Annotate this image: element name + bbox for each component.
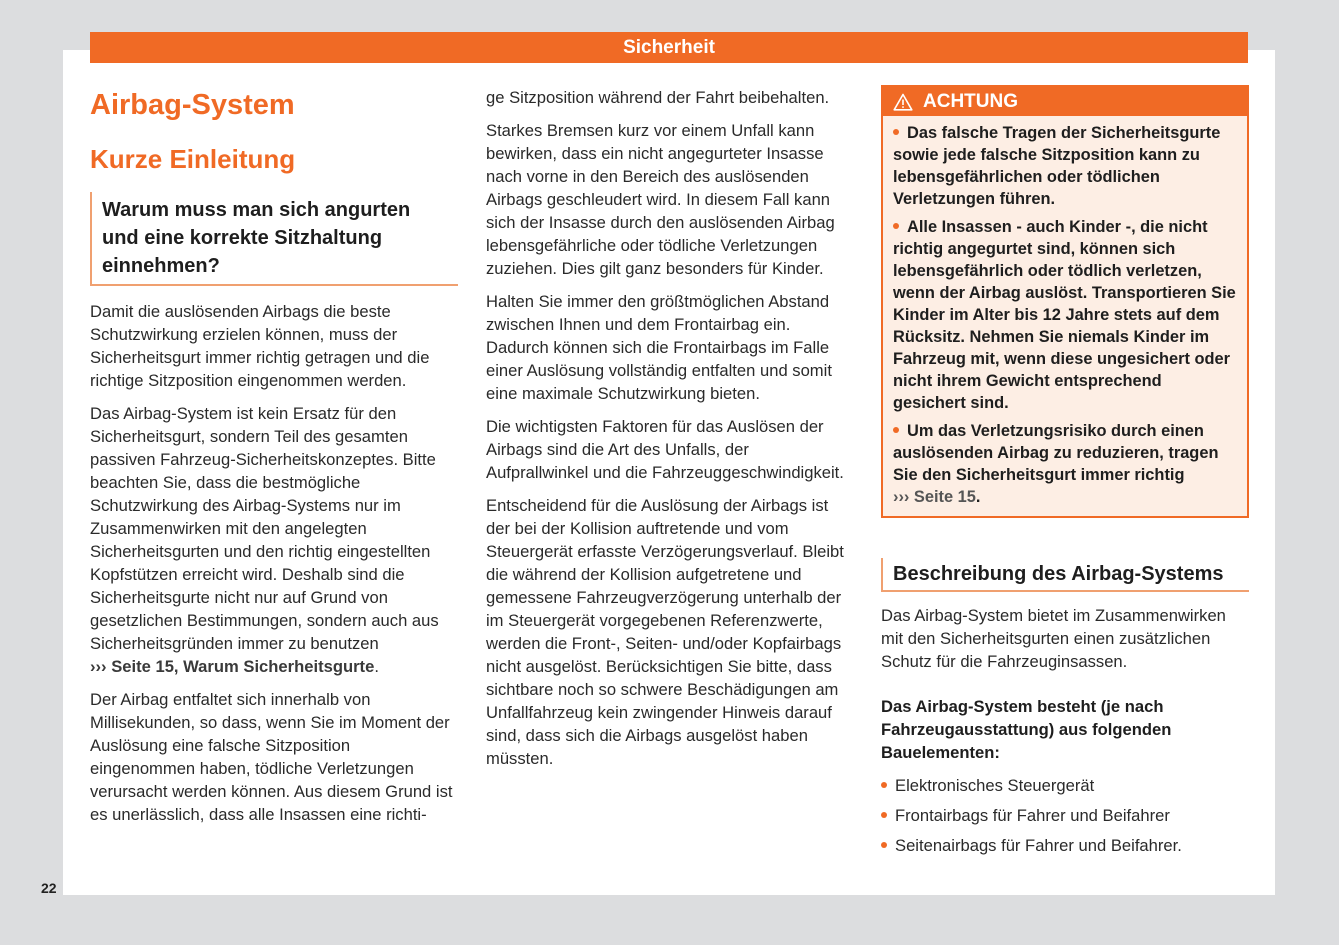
warning-item <box>893 122 1239 210</box>
page-title: Airbag-System <box>90 89 295 121</box>
cross-reference-link[interactable]: ››› Seite 15, Warum Sicherheitsgurte <box>90 657 375 676</box>
paragraph: Entscheidend für die Auslösung der Airbags ist der bei der Kollision auftretende und vom Steuergerät erfasste Verzögerungsverlauf. Bleibt die während der Kollision aufgetretene und gemessene Fahrzeugverzögerung unterhalb der im Steuergerät vorgegebenen Referenzwerte, werden die Front-, Seiten- und/oder Kopfairbags nicht ausgelöst. Berücksichtigen Sie bitte, dass sichtbare noch so schwere Beschädigungen am Unfallfahrzeug kein zwingender Hinweis darauf sind, dass sich die Airbags ausgelöst haben müssten. <box>486 496 844 768</box>
paragraph: Das Airbag-System bietet im Zusammenwirken mit den Sicherheitsgurten einen zusätzlichen Schutz für die Fahrzeuginsassen. <box>881 606 1226 671</box>
warning-item <box>893 420 1239 508</box>
punctuation: . <box>975 488 981 506</box>
bullet-icon <box>881 842 887 848</box>
warning-item <box>893 216 1239 414</box>
warning-item-text: Um das Verletzungsrisiko durch einen auslösenden Airbag zu reduzieren, tragen Sie den Sicherheitsgurt immer richtig <box>893 422 1219 484</box>
section-heading: Beschreibung des Airbag-Systems <box>881 558 1249 592</box>
list-item-text: Elektronisches Steuergerät <box>895 776 1095 795</box>
list-item-text: Frontairbags für Fahrer und Beifahrer <box>895 806 1170 825</box>
paragraph: Die wichtigsten Faktoren für das Auslösen der Airbags sind die Art des Unfalls, der Aufprallwinkel und die Fahrzeuggeschwindigkeit. <box>486 417 844 482</box>
column-2 <box>486 85 854 780</box>
list-item <box>881 804 1249 827</box>
bullet-icon <box>893 129 899 135</box>
list-item <box>881 774 1249 797</box>
list-item-text: Seitenairbags für Fahrer und Beifahrer. <box>895 836 1182 855</box>
paragraph: Starkes Bremsen kurz vor einem Unfall kann bewirken, dass ein nicht angegurteter Insasse nach vorne in den Bereich des auslösenden Airbags geschleudert wird. In diesem Fall kann sich der Insasse durch den auslösenden Airbag lebensgefährliche oder tödliche Verletzungen zuziehen. Dies gilt ganz besonders für Kinder. <box>486 121 835 278</box>
bullet-icon <box>893 427 899 433</box>
bullet-icon <box>893 223 899 229</box>
section-header-bar <box>90 32 1248 63</box>
warning-body <box>883 116 1247 516</box>
warning-box <box>881 85 1249 518</box>
paragraph: ge Sitzposition während der Fahrt beibehalten. <box>486 88 830 107</box>
section-title: Sicherheit <box>623 37 715 58</box>
warning-triangle-icon <box>893 93 913 111</box>
components-list <box>881 774 1249 857</box>
column-3 <box>881 85 1249 864</box>
warning-title: ACHTUNG <box>923 91 1018 112</box>
list-item <box>881 834 1249 857</box>
column-1 <box>90 85 458 836</box>
subtitle: Kurze Einleitung <box>90 144 296 174</box>
paragraph: Der Airbag entfaltet sich innerhalb von Millisekunden, so dass, wenn Sie im Moment der Auslösung eine falsche Sitzposition eingenommen haben, tödliche Verletzungen verursacht werden können. Aus diesem Grund ist es unerlässlich, dass alle Insassen eine richti- <box>90 690 453 824</box>
paragraph: Damit die auslösenden Airbags die beste Schutzwirkung erzielen können, muss der Sicherheitsgurt immer richtig getragen und die richtige Sitzposition eingenommen werden. <box>90 302 430 390</box>
warning-header <box>883 87 1247 116</box>
paragraph <box>90 402 458 678</box>
cross-reference-link[interactable]: ››› Seite 15 <box>893 488 976 506</box>
components-heading: Das Airbag-System besteht (je nach Fahrzeugausstattung) aus folgenden Bauelementen: <box>881 697 1172 762</box>
question-heading: Warum muss man sich angurten und eine korrekte Sitzhaltung einnehmen? <box>90 192 458 286</box>
punctuation: . <box>374 657 379 676</box>
bullet-icon <box>881 782 887 788</box>
warning-item-text: Das falsche Tragen der Sicherheitsgurte sowie jede falsche Sitzposition kann zu lebensgefährlichen oder tödlichen Verletzungen führen. <box>893 124 1221 208</box>
bullet-icon <box>881 812 887 818</box>
paragraph-text: Das Airbag-System ist kein Ersatz für den Sicherheitsgurt, sondern Teil des gesamten passiven Fahrzeug-Sicherheitskonzeptes. Bitte beachten Sie, dass die bestmögliche Schutzwirkung des Airbag-Systems nur im Zusammenwirken mit den angelegten Sicherheitsgurten und den richtig eingestellten Kopfstützen erreicht wird. Deshalb sind die Sicherheitsgurte nicht nur auf Grund von gesetzlichen Bestimmungen, sondern auch aus Sicherheitsgründen immer zu benutzen <box>90 404 439 653</box>
paragraph: Halten Sie immer den größtmöglichen Abstand zwischen Ihnen und dem Frontairbag ein. Dadurch können sich die Frontairbags im Falle einer Auslösung vollständig entfalten und somit eine maximale Schutzwirkung bieten. <box>486 292 832 403</box>
page-number: 22 <box>41 880 57 896</box>
warning-item-text: Alle Insassen - auch Kinder -, die nicht richtig angegurtet sind, können sich lebensgefährlich oder tödlich verletzen, wenn der Airbag auslöst. Transportieren Sie Kinder im Alter bis 12 Jahre stets auf dem Rücksitz. Nehmen Sie niemals Kinder im Fahrzeug mit, wenn diese ungesichert oder nicht ihrem Gewicht entsprechend gesichert sind. <box>893 218 1236 412</box>
